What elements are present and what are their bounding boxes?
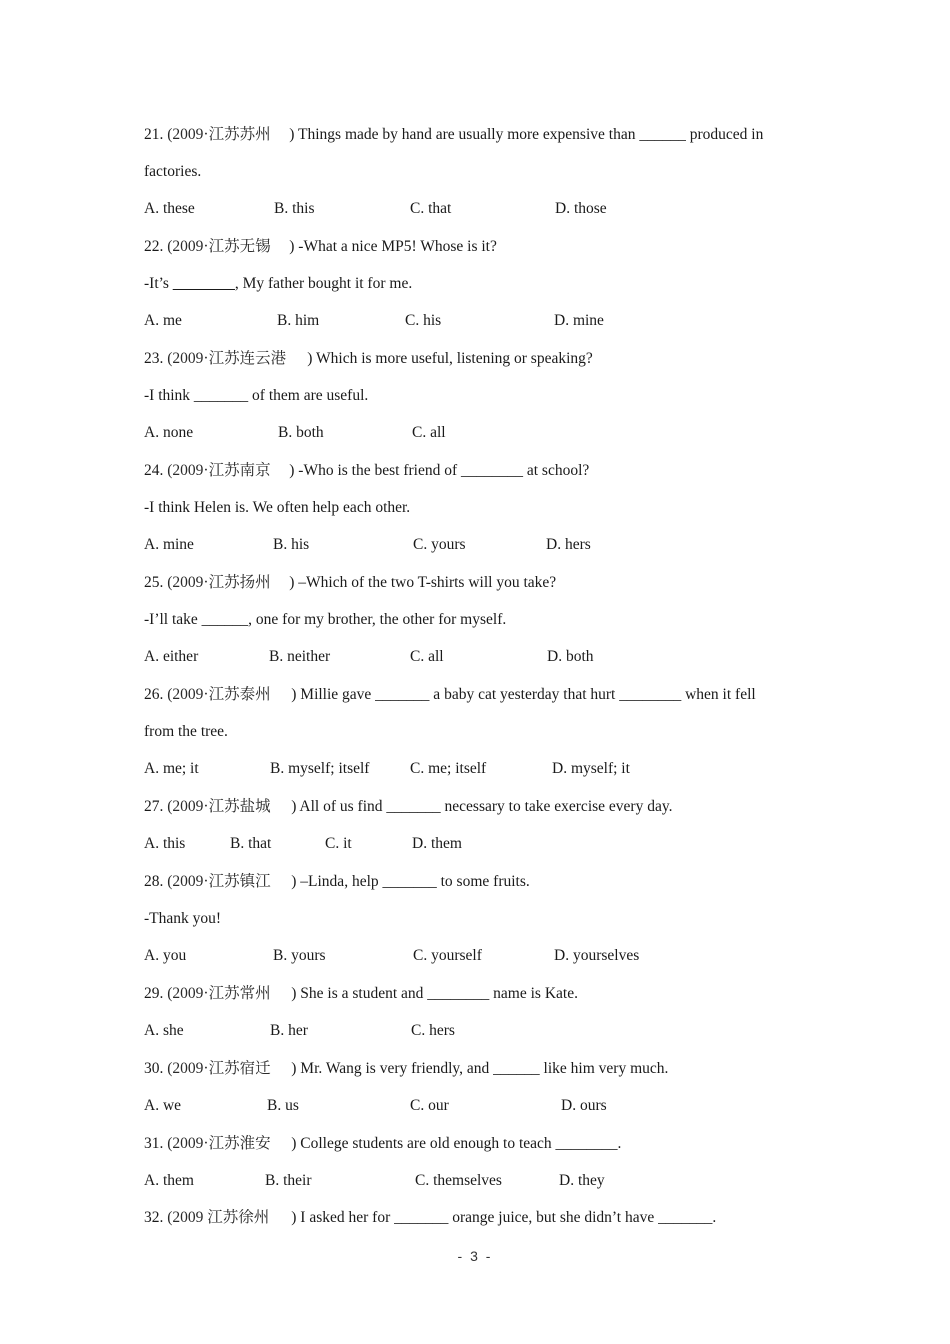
question-26 — [144, 684, 810, 706]
question-number: 24. — [144, 462, 164, 479]
question-23-dialog: -I think _______ of them are useful. — [144, 387, 369, 404]
question-source: (2009·江苏泰州 — [167, 686, 271, 703]
option-a: A. you — [144, 947, 187, 964]
question-stem: ) She is a student and ________ name is Kate. — [291, 985, 578, 1002]
question-stem: ) -What a nice MP5! Whose is it? — [289, 238, 497, 255]
option-c: C. yourself — [413, 947, 482, 964]
option-d: D. myself; it — [552, 760, 630, 777]
question-source: (2009·江苏盐城 — [167, 798, 271, 815]
option-d: D. ours — [561, 1097, 607, 1114]
option-b: B. him — [277, 312, 320, 329]
question-29 — [144, 983, 810, 1005]
option-a: A. these — [144, 200, 195, 217]
question-30-options — [144, 1095, 810, 1117]
question-23-options — [144, 422, 810, 444]
option-b: B. both — [278, 424, 324, 441]
question-stem: ) –Which of the two T-shirts will you take? — [289, 574, 557, 591]
question-number: 25. — [144, 574, 164, 591]
question-21 — [144, 124, 810, 146]
question-source: (2009·江苏淮安 — [167, 1135, 271, 1152]
question-source: (2009·江苏连云港 — [167, 350, 287, 367]
question-30 — [144, 1058, 810, 1080]
option-a: A. either — [144, 648, 199, 665]
option-a: A. mine — [144, 536, 194, 553]
question-28-dialog: -Thank you! — [144, 910, 222, 927]
question-26-continuation: from the tree. — [144, 723, 228, 740]
option-d: D. mine — [554, 312, 604, 329]
option-a: A. this — [144, 835, 186, 852]
dialog-text: -It’s — [144, 275, 169, 292]
question-22 — [144, 236, 810, 258]
option-a: A. me; it — [144, 760, 199, 777]
question-31-options — [144, 1170, 810, 1192]
option-d: D. both — [547, 648, 594, 665]
question-stem: ) Things made by hand are usually more expensive than ______ produced in — [289, 126, 764, 143]
dialog-text-rest: , My father bought it for me. — [234, 275, 413, 292]
page-number: - 3 - — [457, 1248, 493, 1264]
option-b: B. neither — [269, 648, 331, 665]
question-26-options — [144, 758, 810, 780]
option-d: D. they — [559, 1172, 605, 1189]
question-source: (2009·江苏宿迁 — [167, 1060, 271, 1077]
question-stem: ) Mr. Wang is very friendly, and ______ like him very much. — [291, 1060, 669, 1077]
option-b: B. myself; itself — [270, 760, 370, 777]
option-c: C. his — [405, 312, 442, 329]
option-a: A. none — [144, 424, 194, 441]
question-28 — [144, 871, 810, 893]
question-stem: ) –Linda, help _______ to some fruits. — [291, 873, 530, 890]
question-25 — [144, 572, 810, 594]
question-number: 32. — [144, 1209, 164, 1226]
option-c: C. themselves — [415, 1172, 502, 1189]
option-b: B. yours — [273, 947, 326, 964]
option-a: A. them — [144, 1172, 194, 1189]
question-source: (2009·江苏无锡 — [167, 238, 271, 255]
question-number: 28. — [144, 873, 164, 890]
question-source: (2009 江苏徐州 — [167, 1209, 270, 1226]
option-c: C. hers — [411, 1022, 455, 1039]
answer-blank: ________ — [172, 275, 235, 292]
option-d: D. hers — [546, 536, 591, 553]
question-source: (2009·江苏苏州 — [167, 126, 271, 143]
question-24-options — [144, 534, 810, 556]
option-b: B. their — [265, 1172, 312, 1189]
question-25-options — [144, 646, 810, 668]
question-source: (2009·江苏镇江 — [167, 873, 271, 890]
option-c: C. yours — [413, 536, 466, 553]
question-stem: ) All of us find _______ necessary to take exercise every day. — [291, 798, 673, 815]
question-24 — [144, 460, 810, 482]
option-c: C. all — [410, 648, 444, 665]
option-b: B. that — [230, 835, 272, 852]
question-31 — [144, 1133, 810, 1155]
question-27-options — [144, 833, 810, 855]
question-28-options — [144, 945, 810, 967]
question-number: 23. — [144, 350, 164, 367]
option-a: A. me — [144, 312, 182, 329]
question-23 — [144, 348, 810, 370]
option-c: C. that — [410, 200, 452, 217]
question-22-options — [144, 310, 810, 332]
question-32 — [144, 1207, 810, 1229]
option-a: A. she — [144, 1022, 184, 1039]
question-22-dialog — [144, 273, 810, 295]
question-29-options — [144, 1020, 810, 1042]
option-b: B. her — [270, 1022, 308, 1039]
question-24-dialog: -I think Helen is. We often help each other. — [144, 499, 411, 516]
question-stem: ) -Who is the best friend of ________ at school? — [289, 462, 590, 479]
option-d: D. yourselves — [554, 947, 640, 964]
question-number: 21. — [144, 126, 164, 143]
question-27 — [144, 796, 810, 818]
option-c: C. all — [412, 424, 446, 441]
question-number: 29. — [144, 985, 164, 1002]
question-number: 26. — [144, 686, 164, 703]
option-d: D. them — [412, 835, 462, 852]
question-21-continuation: factories. — [144, 163, 202, 180]
option-b: B. his — [273, 536, 310, 553]
question-stem: ) Millie gave _______ a baby cat yesterday that hurt ________ when it fell — [291, 686, 756, 703]
question-number: 22. — [144, 238, 164, 255]
question-25-dialog: -I’ll take ______, one for my brother, the other for myself. — [144, 611, 507, 628]
question-stem: ) Which is more useful, listening or speaking? — [307, 350, 593, 367]
option-d: D. those — [555, 200, 607, 217]
option-a: A. we — [144, 1097, 182, 1114]
question-number: 31. — [144, 1135, 164, 1152]
option-c: C. it — [325, 835, 352, 852]
option-c: C. our — [410, 1097, 449, 1114]
question-source: (2009·江苏南京 — [167, 462, 271, 479]
question-stem: ) College students are old enough to teach ________. — [291, 1135, 622, 1152]
option-b: B. us — [267, 1097, 299, 1114]
question-source: (2009·江苏扬州 — [167, 574, 271, 591]
question-source: (2009·江苏常州 — [167, 985, 271, 1002]
question-number: 27. — [144, 798, 164, 815]
option-c: C. me; itself — [410, 760, 487, 777]
question-stem: ) I asked her for _______ orange juice, but she didn’t have _______. — [291, 1209, 717, 1226]
question-21-options — [144, 198, 810, 220]
question-number: 30. — [144, 1060, 164, 1077]
option-b: B. this — [274, 200, 315, 217]
